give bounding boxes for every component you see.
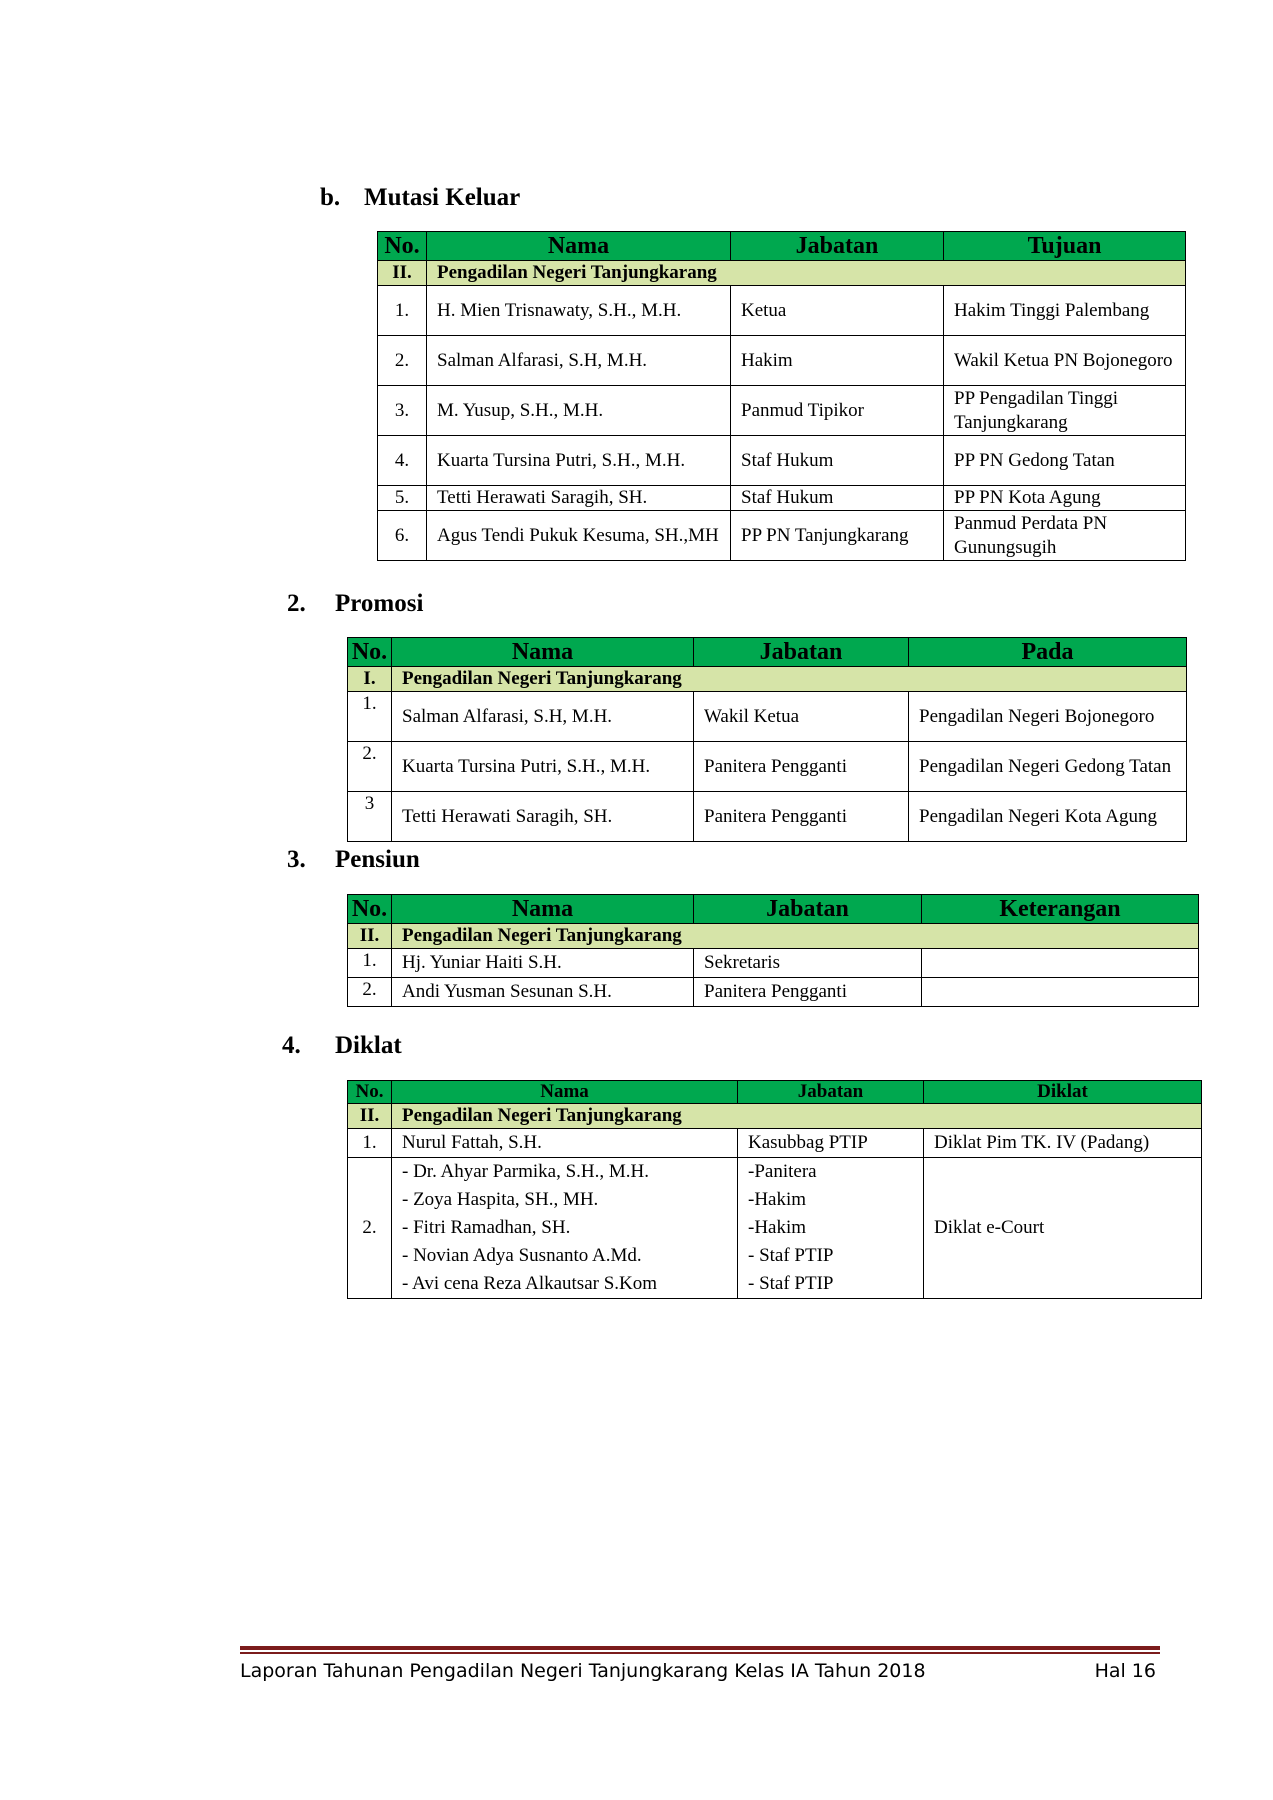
- cell-keterangan: [922, 949, 1199, 978]
- list-item: - Novian Adya Susnanto A.Md.: [402, 1245, 642, 1266]
- subheader-num: II.: [348, 924, 392, 949]
- mutasi-keluar-table: [377, 231, 1186, 561]
- cell-jabatan: PP PN Tanjungkarang: [731, 511, 944, 561]
- list-item: -Panitera: [748, 1161, 817, 1182]
- header-no: No.: [348, 1081, 392, 1104]
- cell-no: 2.: [348, 742, 392, 792]
- heading-number: 4.: [282, 1032, 301, 1059]
- cell-nama: Tetti Herawati Saragih, SH.: [392, 792, 694, 842]
- heading-pensiun: [287, 846, 420, 874]
- cell-no: 4.: [378, 436, 427, 486]
- list-item: - Dr. Ahyar Parmika, S.H., M.H.: [402, 1161, 649, 1182]
- header-nama: Nama: [392, 895, 694, 924]
- cell-no: 2.: [348, 1158, 392, 1299]
- table-row: [378, 286, 1186, 336]
- heading-number: 3.: [287, 846, 306, 873]
- cell-nama: Nurul Fattah, S.H.: [392, 1129, 738, 1158]
- cell-no: 5.: [378, 486, 427, 511]
- header-no: No.: [348, 895, 392, 924]
- cell-jabatan: Panitera Pengganti: [694, 978, 922, 1007]
- header-tujuan: Tujuan: [944, 232, 1186, 261]
- cell-nama: Kuarta Tursina Putri, S.H., M.H.: [392, 742, 694, 792]
- cell-no: 3.: [378, 386, 427, 436]
- cell-nama: Salman Alfarasi, S.H, M.H.: [427, 336, 731, 386]
- cell-tujuan: Wakil Ketua PN Bojonegoro: [944, 336, 1186, 386]
- header-keterangan: Keterangan: [922, 895, 1199, 924]
- table-header-row: [348, 1081, 1202, 1104]
- heading-number: b.: [320, 184, 341, 211]
- header-jabatan: Jabatan: [694, 638, 909, 667]
- cell-jabatan: Panitera Pengganti: [694, 742, 909, 792]
- cell-nama: M. Yusup, S.H., M.H.: [427, 386, 731, 436]
- cell-nama-list: [392, 1158, 738, 1299]
- table-row: [348, 742, 1187, 792]
- cell-jabatan: Wakil Ketua: [694, 692, 909, 742]
- heading-mutasi-keluar: [320, 184, 520, 212]
- header-nama: Nama: [392, 638, 694, 667]
- subheader-num: I.: [348, 667, 392, 692]
- table-row: [378, 486, 1186, 511]
- list-item: -Hakim: [748, 1217, 807, 1238]
- footer-title: Laporan Tahunan Pengadilan Negeri Tanjungkarang Kelas IA Tahun 2018: [240, 1660, 926, 1682]
- list-item: - Fitri Ramadhan, SH.: [402, 1217, 571, 1238]
- promosi-table: [347, 637, 1187, 842]
- cell-tujuan: Hakim Tinggi Palembang: [944, 286, 1186, 336]
- cell-nama: Agus Tendi Pukuk Kesuma, SH.,MH: [427, 511, 731, 561]
- cell-pada: Pengadilan Negeri Bojonegoro: [909, 692, 1187, 742]
- header-jabatan: Jabatan: [731, 232, 944, 261]
- cell-tujuan: PP Pengadilan Tinggi Tanjungkarang: [944, 386, 1186, 436]
- heading-title: Mutasi Keluar: [364, 184, 521, 211]
- list-item: - Staf PTIP: [748, 1273, 834, 1294]
- cell-tujuan: PP PN Kota Agung: [944, 486, 1186, 511]
- table-row: [348, 978, 1199, 1007]
- cell-jabatan: Kasubbag PTIP: [738, 1129, 924, 1158]
- cell-nama: Kuarta Tursina Putri, S.H., M.H.: [427, 436, 731, 486]
- cell-tujuan: Panmud Perdata PN Gunungsugih: [944, 511, 1186, 561]
- cell-pada: Pengadilan Negeri Kota Agung: [909, 792, 1187, 842]
- cell-jabatan: Staf Hukum: [731, 486, 944, 511]
- cell-no: 1.: [348, 692, 392, 742]
- table-row: [348, 1158, 1202, 1299]
- subheader-label: Pengadilan Negeri Tanjungkarang: [392, 1104, 1202, 1129]
- cell-diklat: Diklat Pim TK. IV (Padang): [924, 1129, 1202, 1158]
- cell-diklat: Diklat e-Court: [924, 1158, 1202, 1299]
- header-pada: Pada: [909, 638, 1187, 667]
- list-item: - Avi cena Reza Alkautsar S.Kom: [402, 1273, 658, 1294]
- heading-title: Promosi: [335, 590, 424, 617]
- table-row: [378, 511, 1186, 561]
- cell-no: 2.: [348, 978, 392, 1007]
- diklat-table: [347, 1080, 1202, 1299]
- cell-no: 6.: [378, 511, 427, 561]
- cell-nama: Andi Yusman Sesunan S.H.: [392, 978, 694, 1007]
- list-item: - Staf PTIP: [748, 1245, 834, 1266]
- cell-keterangan: [922, 978, 1199, 1007]
- heading-title: Pensiun: [335, 846, 420, 873]
- header-nama: Nama: [392, 1081, 738, 1104]
- cell-nama: H. Mien Trisnawaty, S.H., M.H.: [427, 286, 731, 336]
- heading-title: Diklat: [335, 1032, 402, 1059]
- table-row: [348, 949, 1199, 978]
- cell-jabatan: Hakim: [731, 336, 944, 386]
- table-header-row: [348, 638, 1187, 667]
- cell-jabatan-list: [738, 1158, 924, 1299]
- cell-no: 3: [348, 792, 392, 842]
- header-nama: Nama: [427, 232, 731, 261]
- footer: [240, 1660, 1160, 1682]
- subheader-num: II.: [348, 1104, 392, 1129]
- table-subheader-row: [348, 1104, 1202, 1129]
- cell-no: 1.: [348, 949, 392, 978]
- header-no: No.: [348, 638, 392, 667]
- cell-jabatan: Ketua: [731, 286, 944, 336]
- cell-nama: Salman Alfarasi, S.H, M.H.: [392, 692, 694, 742]
- cell-no: 1.: [348, 1129, 392, 1158]
- page-number: Hal 16: [1094, 1660, 1156, 1682]
- table-header-row: [378, 232, 1186, 261]
- list-item: - Zoya Haspita, SH., MH.: [402, 1189, 599, 1210]
- subheader-label: Pengadilan Negeri Tanjungkarang: [392, 667, 1187, 692]
- cell-nama: Tetti Herawati Saragih, SH.: [427, 486, 731, 511]
- footer-rule-thick: [240, 1646, 1160, 1650]
- subheader-num: II.: [378, 261, 427, 286]
- table-subheader-row: [348, 667, 1187, 692]
- table-row: [378, 436, 1186, 486]
- table-row: [348, 792, 1187, 842]
- table-subheader-row: [378, 261, 1186, 286]
- table-row: [348, 692, 1187, 742]
- table-row: [348, 1129, 1202, 1158]
- table-row: [378, 336, 1186, 386]
- cell-nama: Hj. Yuniar Haiti S.H.: [392, 949, 694, 978]
- header-no: No.: [378, 232, 427, 261]
- footer-rule-thin: [240, 1652, 1160, 1654]
- cell-no: 2.: [378, 336, 427, 386]
- cell-jabatan: Panitera Pengganti: [694, 792, 909, 842]
- heading-diklat: [282, 1032, 402, 1060]
- table-row: [378, 386, 1186, 436]
- subheader-label: Pengadilan Negeri Tanjungkarang: [427, 261, 1186, 286]
- subheader-label: Pengadilan Negeri Tanjungkarang: [392, 924, 1199, 949]
- cell-jabatan: Sekretaris: [694, 949, 922, 978]
- table-header-row: [348, 895, 1199, 924]
- cell-pada: Pengadilan Negeri Gedong Tatan: [909, 742, 1187, 792]
- cell-tujuan: PP PN Gedong Tatan: [944, 436, 1186, 486]
- heading-number: 2.: [287, 590, 306, 617]
- cell-jabatan: Panmud Tipikor: [731, 386, 944, 436]
- table-subheader-row: [348, 924, 1199, 949]
- cell-no: 1.: [378, 286, 427, 336]
- pensiun-table: [347, 894, 1199, 1007]
- list-item: -Hakim: [748, 1189, 807, 1210]
- heading-promosi: [287, 590, 423, 618]
- header-jabatan: Jabatan: [694, 895, 922, 924]
- cell-jabatan: Staf Hukum: [731, 436, 944, 486]
- header-jabatan: Jabatan: [738, 1081, 924, 1104]
- header-diklat: Diklat: [924, 1081, 1202, 1104]
